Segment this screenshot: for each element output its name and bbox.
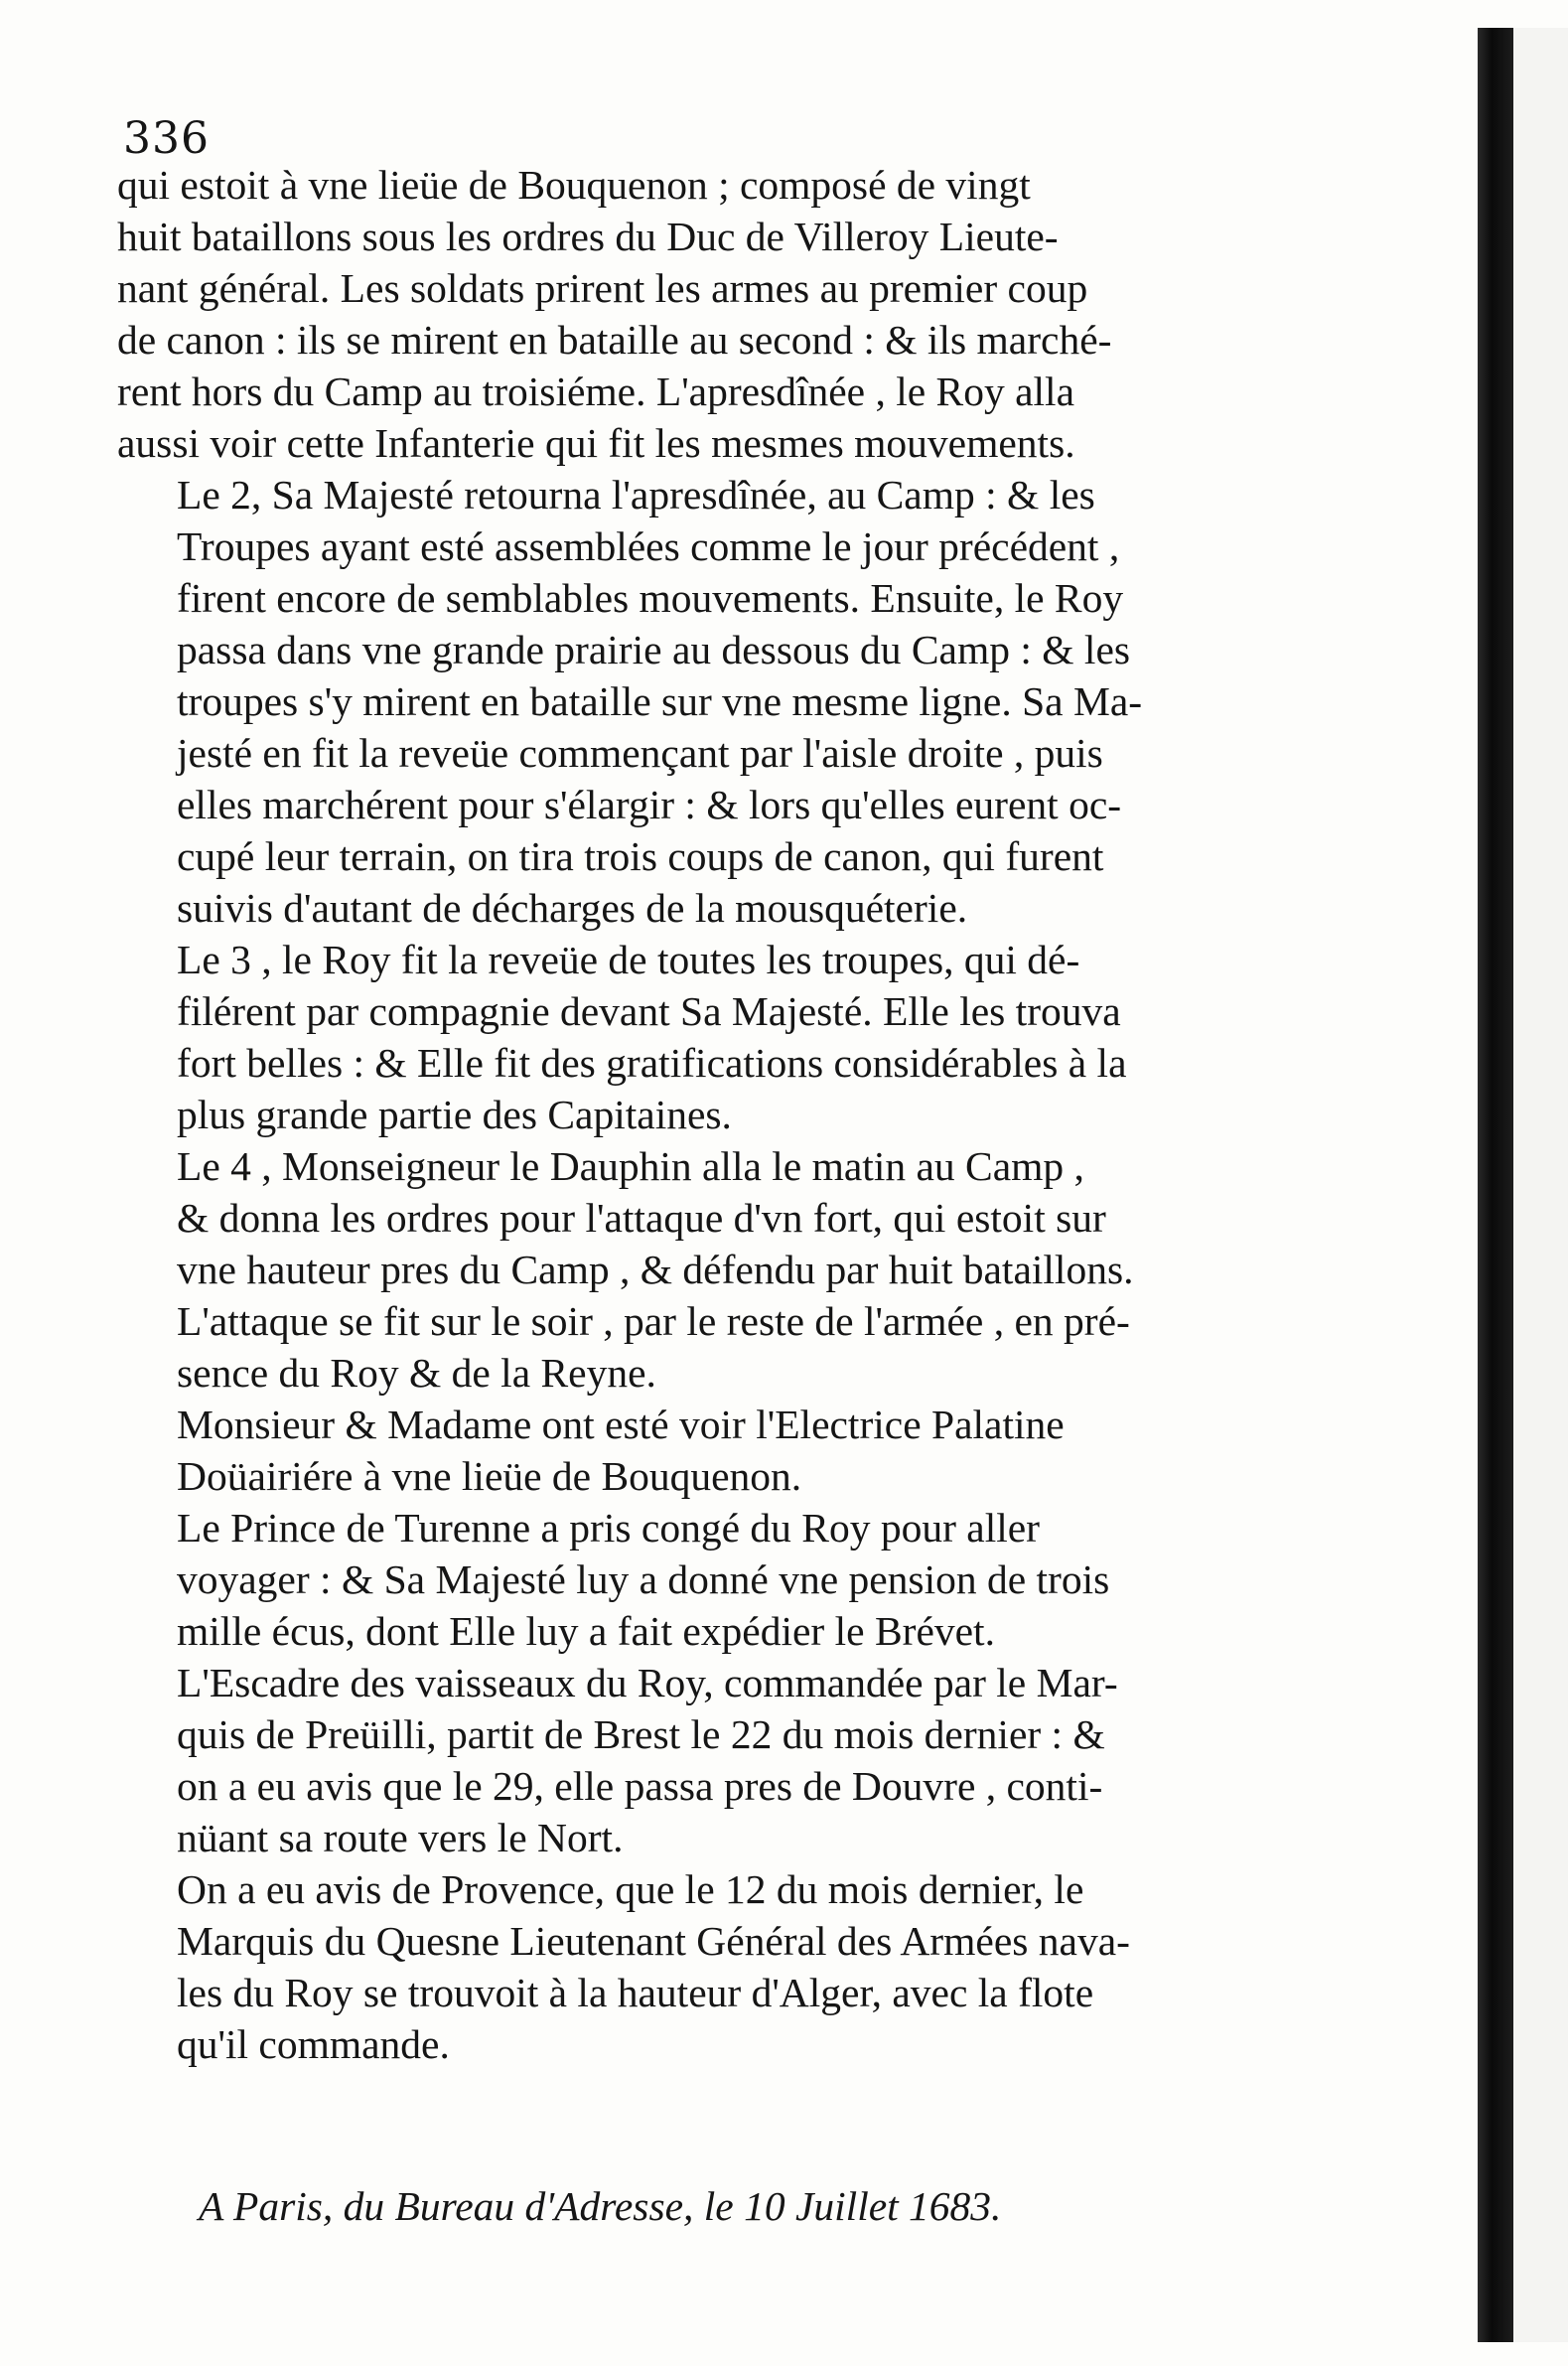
text-line: mille écus, dont Elle luy a fait expédier le Brévet. (177, 1608, 995, 1654)
page-number: 336 (123, 113, 210, 164)
text-line: les du Roy se trouvoit à la hauteur d'Alger, avec la flote (177, 1970, 1094, 2015)
text-line: de canon : ils se mirent en bataille au second : & ils marché- (117, 317, 1112, 363)
paragraph (117, 159, 1358, 469)
text-line: L'attaque se fit sur le soir , par le reste de l'armée , en pré- (177, 1298, 1130, 1344)
text-line: elles marchérent pour s'élargir : & lors qu'elles eurent oc- (177, 782, 1122, 827)
text-line: firent encore de semblables mouvements. Ensuite, le Roy (177, 575, 1124, 621)
text-line: fort belles : & Elle fit des gratifications considérables à la (177, 1040, 1127, 1086)
text-line: vne hauteur pres du Camp , & défendu par huit bataillons. (177, 1247, 1134, 1292)
text-line: voyager : & Sa Majesté luy a donné vne pension de trois (177, 1556, 1110, 1602)
text-line: Le 4 , Monseigneur le Dauphin alla le matin au Camp , (177, 1143, 1084, 1189)
text-line: On a eu avis de Provence, que le 12 du mois dernier, le (177, 1866, 1084, 1912)
text-line: troupes s'y mirent en bataille sur vne mesme ligne. Sa Ma- (177, 678, 1143, 724)
paragraph (117, 1863, 1358, 2070)
text-line: suivis d'autant de décharges de la mousquéterie. (177, 885, 968, 931)
paragraph (117, 1502, 1358, 1657)
text-line: on a eu avis que le 29, elle passa pres de Douvre , conti- (177, 1763, 1103, 1809)
text-line: filérent par compagnie devant Sa Majesté. Elle les trouva (177, 988, 1121, 1034)
text-line: huit bataillons sous les ordres du Duc de Villeroy Lieute- (117, 214, 1059, 259)
text-line: jesté en fit la reveüe commençant par l'aisle droite , puis (177, 730, 1103, 776)
book-spine-shadow (1478, 28, 1513, 2342)
text-line: nüant sa route vers le Nort. (177, 1815, 624, 1860)
paragraph (117, 1399, 1358, 1502)
text-line: Troupes ayant esté assemblées comme le jour précédent , (177, 523, 1120, 569)
text-line: qui estoit à vne lieüe de Bouquenon ; composé de vingt (117, 162, 1031, 208)
paragraph (117, 469, 1358, 934)
text-line: sence du Roy & de la Reyne. (177, 1350, 656, 1396)
article-body (117, 159, 1358, 2070)
paragraph (117, 1657, 1358, 1863)
text-line: Le 2, Sa Majesté retourna l'apresdînée, au Camp : & les (177, 472, 1095, 518)
text-line: quis de Preüilli, partit de Brest le 22 du mois dernier : & (177, 1711, 1105, 1757)
dateline-signature: A Paris, du Bureau d'Adresse, le 10 Juillet 1683. (199, 2183, 1002, 2229)
text-line: cupé leur terrain, on tira trois coups de canon, qui furent (177, 833, 1104, 879)
text-line: Monsieur & Madame ont esté voir l'Electrice Palatine (177, 1402, 1065, 1447)
text-line: Marquis du Quesne Lieutenant Général des Armées nava- (177, 1918, 1130, 1964)
text-line: rent hors du Camp au troisiéme. L'apresdînée , le Roy alla (117, 369, 1075, 414)
text-line: & donna les ordres pour l'attaque d'vn fort, qui estoit sur (177, 1195, 1106, 1241)
text-line: qu'il commande. (177, 2021, 450, 2067)
paragraph (117, 1140, 1358, 1399)
text-line: Le 3 , le Roy fit la reveüe de toutes les troupes, qui dé- (177, 937, 1080, 982)
text-line: L'Escadre des vaisseaux du Roy, commandée par le Mar- (177, 1660, 1118, 1705)
text-line: nant général. Les soldats prirent les armes au premier coup (117, 265, 1088, 311)
text-line: passa dans vne grande prairie au dessous du Camp : & les (177, 627, 1131, 672)
text-line: plus grande partie des Capitaines. (177, 1092, 732, 1137)
text-line: aussi voir cette Infanterie qui fit les mesmes mouvements. (117, 420, 1075, 466)
text-line: Doüairiére à vne lieüe de Bouquenon. (177, 1453, 802, 1499)
text-line: Le Prince de Turenne a pris congé du Roy pour aller (177, 1505, 1040, 1551)
paragraph (117, 934, 1358, 1140)
page-margin-edge (1513, 28, 1568, 2342)
